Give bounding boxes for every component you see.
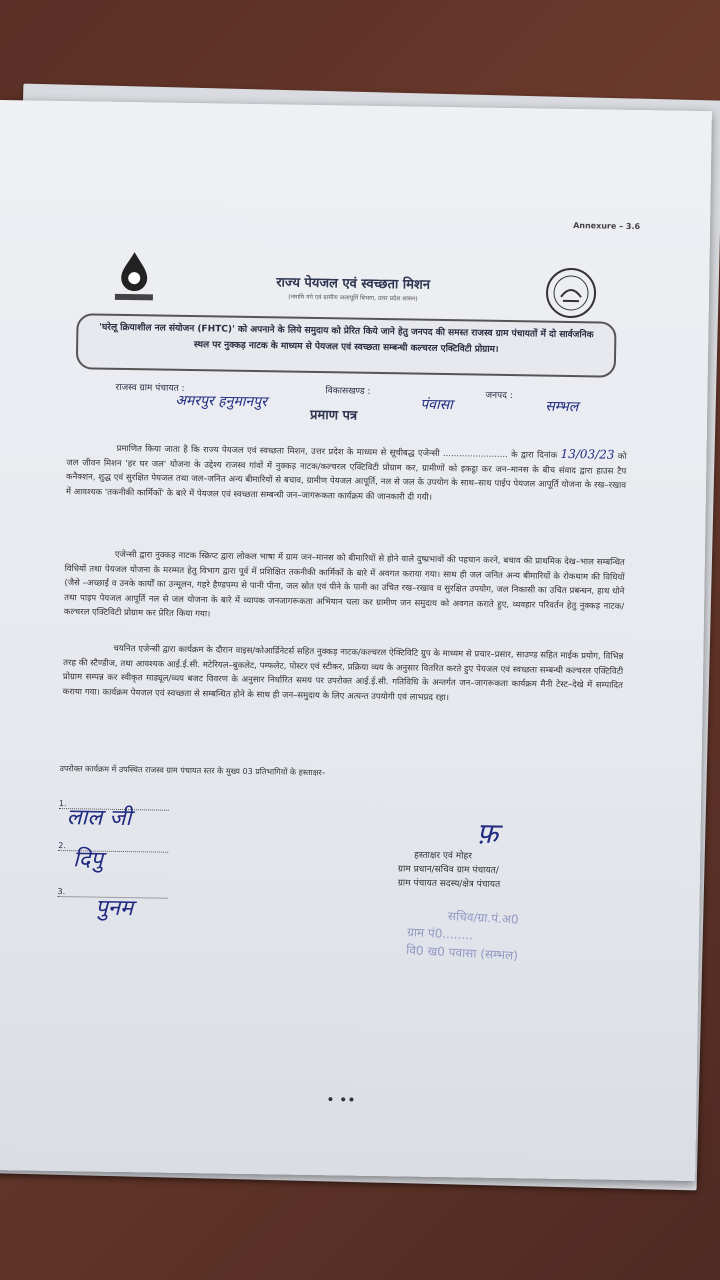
signatory-mark: फ़	[476, 816, 499, 850]
program-date: 13/03/23	[560, 446, 615, 462]
participant-line-1: 1.	[59, 799, 169, 811]
mission-title: राज्य पेयजल एवं स्वच्छता मिशन	[276, 275, 431, 293]
signatory-line-1: हस्ताक्षर एवं मोहर	[414, 850, 473, 862]
official-stamp	[405, 905, 608, 975]
district-value: सम्भल	[545, 398, 579, 416]
participant-signature-2: दिपु	[72, 847, 104, 873]
district-label: जनपद :	[485, 390, 513, 402]
gram-panchayat-value: अमरपुर हनुमानपुर	[175, 392, 267, 411]
program-banner: 'घरेलू क्रियाशील नल संयोजन (FHTC)' को अपनाने के लिये समुदाय को प्रेरित किये जाने हेतु जनपद की समस्त राजस्व ग्राम पंचायतों में दो सार्वजनिक स्थल पर नुक्कड़ नाटक के माध्यम से पेयजल एवं स्वच्छता सम्बन्धी कल्चरल एक्टिविटी प्रोग्राम।	[76, 313, 617, 377]
paragraph-3: चयनित एजेन्सी द्वारा कार्यक्रम के दौरान वाइस/कोआर्डिनेटर्स सहित नुक्कड़ नाटक/कल्चरल ऐक्टिविटि ग्रुप के माध्यम से प्रचार–प्रसार, साउण्ड सहित माईक प्रयोग, विभिन्न तरह की स्टैण्डीज, तथा आवश्यक आई.ई.सी. मटेरियल–बुकलेट, पम्फलेट, पोस्टर एवं स्टीकर, प्रक्रिया व्यय के अनुसार वितरित करते हुए पेयजल एवं स्वच्छता सम्बन्धी कल्चरल एक्टिविटी प्रोग्राम सम्पन्न कर स्वीकृत माड्यूल/व्यय बजट विवरण के अनुसार निर्धारित समय पर उपरोक्त आई.ई.सी. गतिविधि के अन्तर्गत जन–जागरूकता कार्यक्रम मैनी टेस्ट–देखे में सम्पादित कराया गया। कार्यक्रम पेयजल एवं स्वच्छता से सम्बन्धित होने के साथ ही जन–समुदाय के लिए अत्यन्त उपयोगी एवं लाभप्रद रहा।	[62, 643, 624, 703]
stamp-line-2: ग्राम पं0........	[406, 925, 474, 943]
document-page	[0, 100, 712, 1181]
paragraph-1: प्रमाणित किया जाता है कि राज्य पेयजल एवं स्वच्छता मिशन, उत्तर प्रदेश के माध्यम से सूचीबद्ध एजेन्सी ........................ के द्वारा दिनांक 13/03/23 को जल जीवन मिशन 'हर घर जल' योजना के उद्देश्य राजस्व गांवों में नुक्कड़ नाटक/कल्चरल एक्टिविटी प्रोग्राम कर, ग्रामीणों को इकट्ठा कर जन–मानस के बीच संवाद द्वारा हाउस टैप कनैक्शन, शुद्ध एवं सुरक्षित पेयजल तथा जल–जनित अन्य बीमारियों से बचाव, ग्रामीण पेयजल आपूर्ति, नल से जल के उपयोग के साथ–साथ पाईप पेयजल आपूर्ति योजना के रख–रखाव में आवश्यक 'तकनीकी कार्मिकों' के बारे में पेयजल एवं स्वच्छता सम्बन्धी जन–जागरूकता कार्यक्रम की जानकारी दी गयी।	[65, 443, 627, 503]
para1-part-a: प्रमाणित किया जाता है कि राज्य पेयजल एवं स्वच्छता मिशन, उत्तर प्रदेश के माध्यम से सूचीबद्ध एजेन्सी	[116, 443, 440, 459]
participants-caption: उपरोक्त कार्यक्रम में उपस्थित राजस्व ग्राम पंचायत स्तर के मुख्य 03 प्रतिभागियों के हस्ताक्षर–	[59, 764, 326, 778]
block-value: पंवासा	[420, 396, 453, 414]
block-label: विकासखण्ड :	[325, 386, 371, 397]
participant-signature-3: पुनम	[95, 895, 134, 922]
participant-line-3: 3.	[57, 887, 167, 899]
stamp-line-1: सचिव/ग्रा.पं.अ0	[447, 909, 519, 927]
participant-line-2: 2.	[58, 841, 168, 853]
location-fields	[115, 380, 636, 424]
stamp-line-3: वि0 ख0 पवासा (सम्भल)	[405, 942, 519, 963]
gram-panchayat-label: राजस्व ग्राम पंचायत :	[115, 382, 185, 394]
annexure-label: Annexure – 3.6	[573, 221, 641, 232]
para1-part-b: के द्वारा दिनांक	[511, 450, 558, 461]
mission-subtitle: (नमामि गंगे एवं ग्रामीण जलापूर्ति विभाग, उत्तर प्रदेश शासन)	[288, 293, 418, 303]
certificate-heading: प्रमाण पत्र	[309, 407, 358, 424]
signatory-line-3: ग्राम पंचायत सदस्य/क्षेत्र पंचायत	[397, 878, 501, 890]
para1-part-c: को जल जीवन मिशन 'हर घर जल' योजना के उद्देश्य राजस्व गांवों में नुक्कड़ नाटक/कल्चरल एक्टिविटी प्रोग्राम कर, ग्रामीणों को इकट्ठा कर जन–मानस के बीच संवाद द्वारा हाउस टैप कनैक्शन, शुद्ध एवं सुरक्षित पेयजल तथा जल–जनित अन्य बीमारियों से बचाव, ग्रामीण पेयजल आपूर्ति, नल से जल के उपयोग के साथ–साथ पाईप पेयजल आपूर्ति योजना के रख–रखाव में आवश्यक 'तकनीकी कार्मिकों' के बारे में पेयजल एवं स्वच्छता सम्बन्धी जन–जागरूकता कार्यक्रम की जानकारी दी गयी।	[65, 451, 627, 503]
ink-dots: • ••	[326, 1092, 356, 1109]
signatory-block	[398, 848, 501, 892]
participant-signature-1: लाल जी	[66, 805, 132, 832]
paragraph-2: एजेन्सी द्वारा नुक्कड़ नाटक स्क्रिप्ट द्वारा लोकल भाषा में ग्राम जन–मानस को बीमारियों से होने वाले दुष्प्रभावों की पहचान करने, बचाव की प्राथमिक देख–भाल सम्बन्धित विधियों तथा पेयजल योजना के मरम्मत हेतु विभाग द्वारा पूर्व में प्रशिक्षित तकनीकी कार्मिकों के बारे में अवगत कराया गया। साथ ही जल जनित अन्य बीमारियों के रोकथाम की विधियों (जैसे –अच्छाई व उनके कार्यों का उन्मूलन, गहरे हैण्डपम्प से पानी पीना, जल स्रोत एवं पीने के पानी का उचित रख–रखाव व सुरक्षित उपयोग, जल निकासी का उचित प्रबन्धन, हाथ धोने तथा पाइप पेयजल आपूर्ति नल से जल योजना के बारे में व्यापक जनजागरूकता अभियान चला कर ग्रामीण जन समुदाय को अवगत कराते हुए, व्यवहार परिवर्तन हेतु नुक्कड़ नाटक/कल्चरल एक्टिविटी प्रोग्राम कर प्रेरित किया गया।	[63, 549, 625, 620]
signatory-line-2: ग्राम प्रधान/सचिव ग्राम पंचायत/	[397, 864, 499, 876]
